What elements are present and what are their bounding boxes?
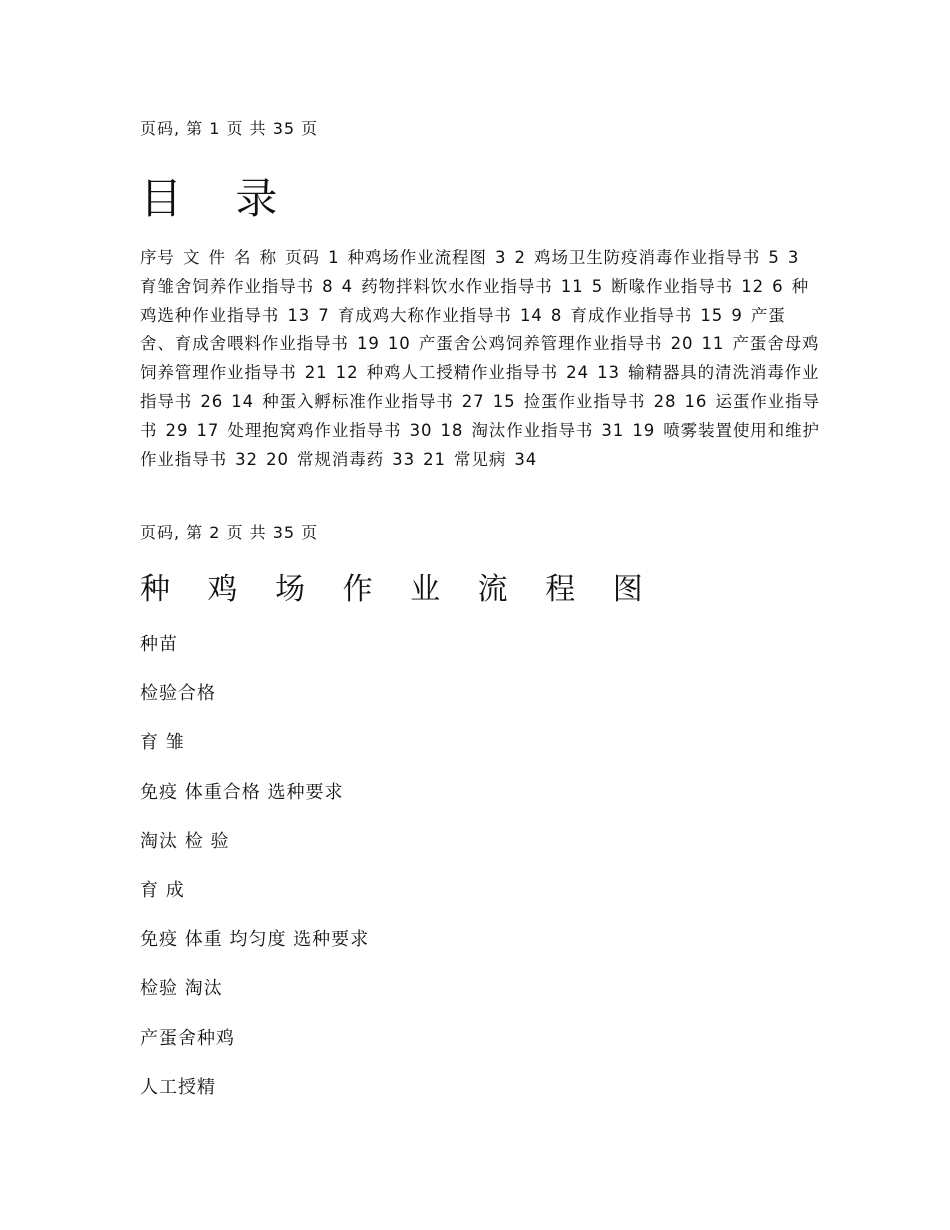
page-number: 页码, 第 1 页 共 35 页 bbox=[140, 119, 319, 138]
flow-step: 产蛋舍种鸡 bbox=[140, 1027, 235, 1049]
toc-title: 目 录 bbox=[140, 174, 298, 223]
flow-step: 检验合格 bbox=[140, 683, 216, 705]
flowchart-title: 种 鸡 场 作 业 流 程 图 bbox=[140, 572, 657, 607]
flow-step: 育 雏 bbox=[140, 732, 185, 754]
page-number: 页码, 第 2 页 共 35 页 bbox=[140, 523, 319, 542]
flow-step: 免疫 体重 均匀度 选种要求 bbox=[140, 929, 370, 951]
flowchart-steps bbox=[140, 633, 369, 1125]
flow-step: 育 成 bbox=[140, 879, 185, 901]
flow-step: 淘汰 检 验 bbox=[140, 830, 230, 852]
flow-step: 免疫 体重合格 选种要求 bbox=[140, 781, 344, 803]
flow-step: 人工授精 bbox=[140, 1076, 216, 1098]
flow-step: 检验 淘汰 bbox=[140, 978, 223, 1000]
toc-entries: 序号 文 件 名 称 页码 1 种鸡场作业流程图 3 2 鸡场卫生防疫消毒作业指导书 5 3 育雏舍饲养作业指导书 8 4 药物拌料饮水作业指导书 11 5 断喙作业指导书 12 6 种鸡选种作业指导书 13 7 育成鸡大称作业指导书 14 8 育成作业指导书 15 9 产蛋舍、育成舍喂料作业指导书 19 10 产蛋舍公鸡饲养管理作业指导书 20 11 产蛋舍母鸡饲养管理作业指导书 21 12 种鸡人工授精作业指导书 24 13 输精器具的清洗消毒作业指导书 26 14 种蛋入孵标准作业指导书 27 15 捡蛋作业指导书 28 16 运蛋作业指导书 29 17 处理抱窝鸡作业指导书 30 18 淘汰作业指导书 31 19 喷雾装置使用和维护作业指导书 32 20 常规消毒药 33 21 常见病 34 bbox=[140, 248, 820, 469]
flow-step: 种苗 bbox=[140, 634, 178, 655]
